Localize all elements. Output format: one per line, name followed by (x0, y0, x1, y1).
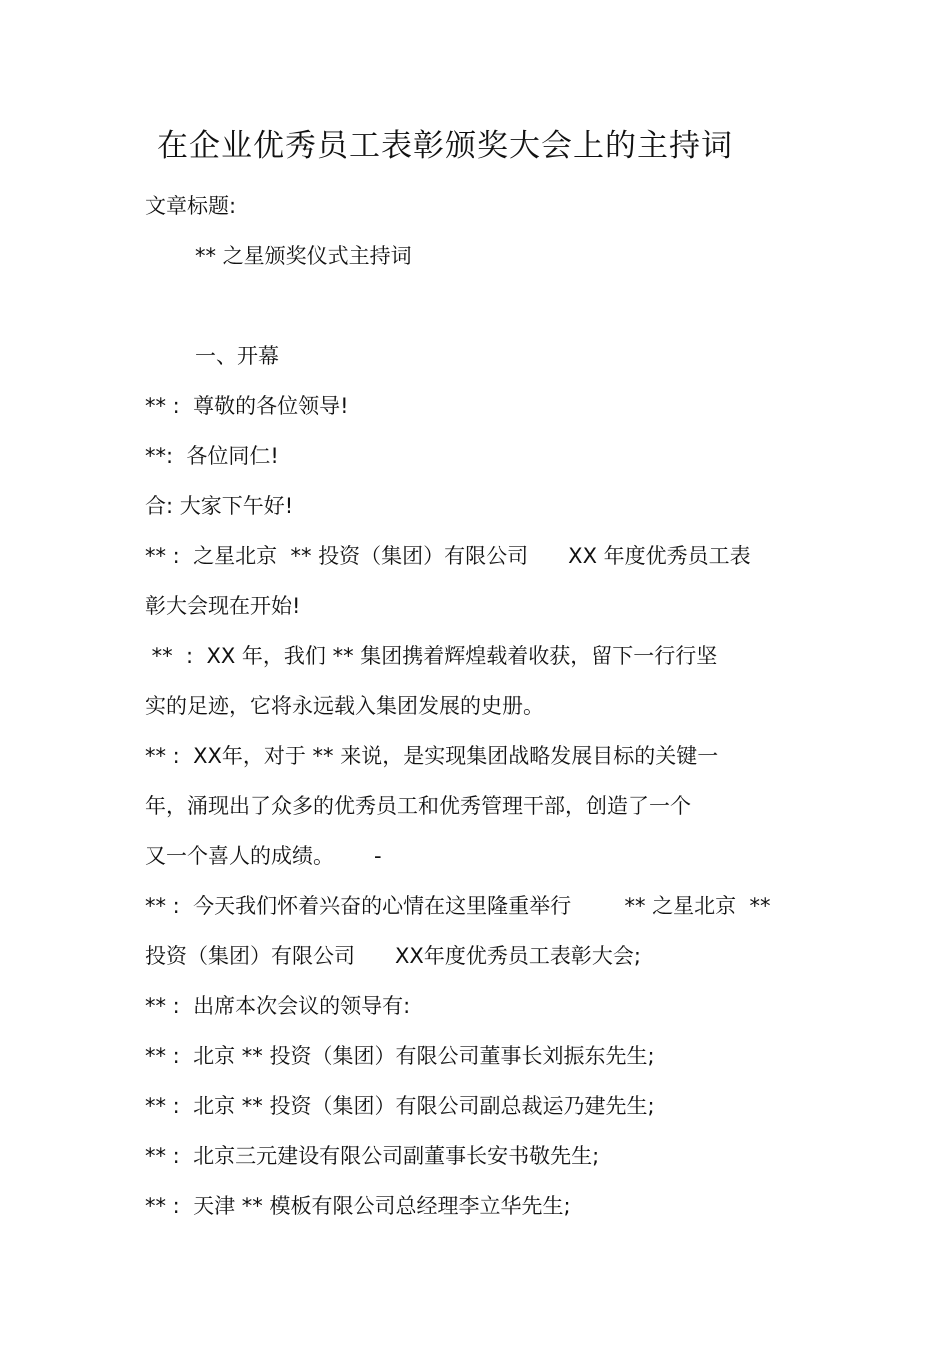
document-title: 在企业优秀员工表彰颁奖大会上的主持词 (157, 128, 733, 164)
script-line: ** : 北京 ** 投资（集团）有限公司副总裁运乃建先生; (145, 1094, 655, 1118)
script-line: 投资（集团）有限公司 XX年度优秀员工表彰大会; (145, 944, 641, 968)
section-heading-opening: 一、开幕 (195, 344, 279, 368)
script-line: ** : 北京三元建设有限公司副董事长安书敬先生; (145, 1144, 600, 1168)
script-line: ** : 尊敬的各位领导! (145, 394, 349, 418)
script-line: ** : 北京 ** 投资（集团）有限公司董事长刘振东先生; (145, 1044, 655, 1068)
script-line: 彰大会现在开始! (145, 594, 301, 618)
article-title-text: ** 之星颁奖仪式主持词 (195, 244, 412, 268)
script-line: ** : 出席本次会议的领导有: (145, 994, 411, 1018)
script-line: ** : 之星北京 ** 投资（集团）有限公司 XX 年度优秀员工表 (145, 544, 751, 568)
script-line: **: 各位同仁! (145, 444, 279, 468)
script-line: ** : 天津 ** 模板有限公司总经理李立华先生; (145, 1194, 571, 1218)
script-line: ** : XX年，对于 ** 来说，是实现集团战略发展目标的关键一 (145, 744, 719, 768)
script-line: 合: 大家下午好! (145, 494, 294, 518)
article-title-label: 文章标题: (145, 194, 237, 218)
script-line: ** : 今天我们怀着兴奋的心情在这里隆重举行 ** 之星北京 ** (145, 894, 771, 918)
script-line: 年，涌现出了众多的优秀员工和优秀管理干部，创造了一个 (145, 794, 691, 818)
script-line: 实的足迹，它将永远载入集团发展的史册。 (145, 694, 544, 718)
script-line: 又一个喜人的成绩。 - (145, 844, 382, 868)
script-line: ** : XX 年，我们 ** 集团携着辉煌载着收获，留下一行行坚 (145, 644, 718, 668)
